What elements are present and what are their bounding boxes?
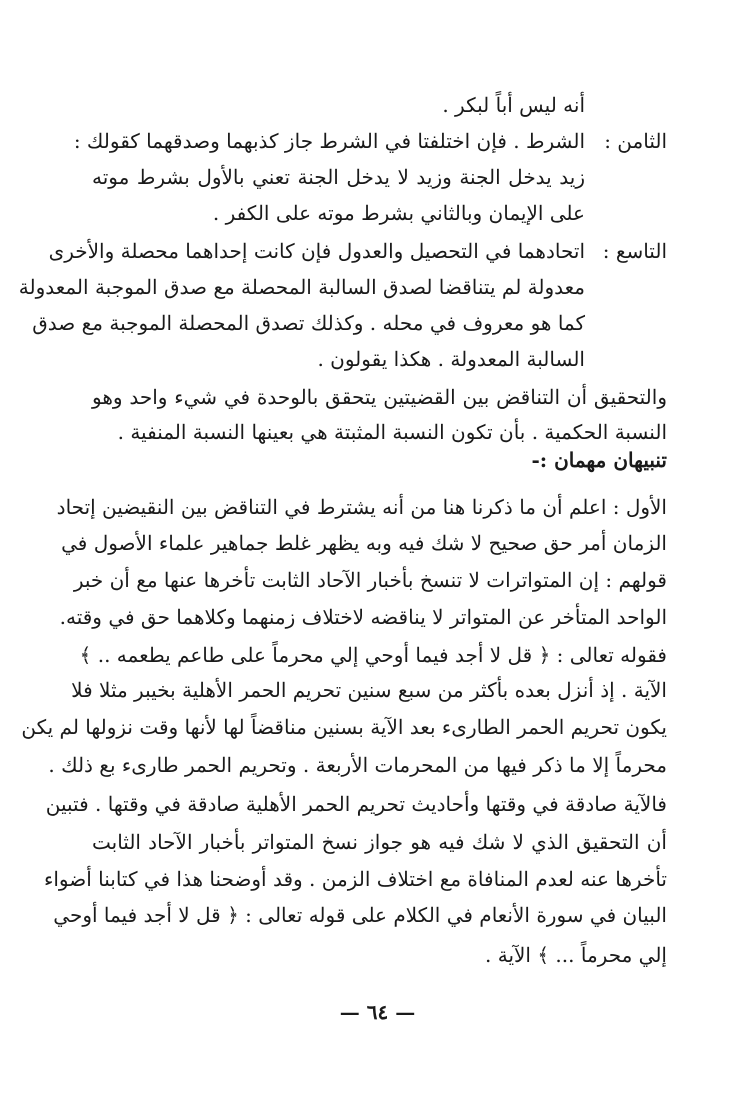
text-line: قولهم : إن المتواترات لا تنسخ بأخبار الآحاد الثابت تأخرها عنها مع أن خبر [73,568,667,592]
text-line: والتحقيق أن التناقض بين القضيتين يتحقق بالوحدة في شيء واحد وهو [92,385,667,409]
list-label-eighth: الثامن : [604,129,667,153]
text-line: يكون تحريم الحمر الطارىء بعد الآية بسنين مناقضاً لها لأنها وقت نزولها لم يكن [21,715,667,739]
text-line: الشرط . فإن اختلفتا في الشرط جاز كذبهما وصدقهما كقولك : [73,129,585,153]
text-line: على الإيمان وبالثاني بشرط موته على الكفر . [212,201,585,225]
text-line: الأول : اعلم أن ما ذكرنا هنا من أنه يشترط في التناقض بين النقيضين إتحاد [56,495,667,519]
text-line: تأخرها عنه لعدم المنافاة مع اختلاف الزمن . وقد أوضحنا هذا في كتابنا أضواء [43,867,667,891]
text-line: إلي محرماً ... ﴾ الآية . [485,943,667,967]
text-line: اتحادهما في التحصيل والعدول فإن كانت إحداهما محصلة والأخرى [48,239,585,263]
quran-quote-line: فقوله تعالى : ﴿ قل لا أجد فيما أوحي إلي محرماً على طاعم يطعمه .. ﴾ [79,643,667,667]
text-line: محرماً إلا ما ذكر فيها من المحرمات الأربعة . وتحريم الحمر طارىء بع ذلك . [48,753,667,777]
section-heading: تنبيهان مهمان :- [531,448,667,472]
text-line: أنه ليس أباً لبكر . [442,93,585,117]
text-line: الزمان أمر حق صحيح لا شك فيه وبه يظهر غلط جماهير علماء الأصول في [61,531,667,555]
list-label-ninth: التاسع : [602,239,667,263]
text-line: السالبة المعدولة . هكذا يقولون . [317,347,585,371]
quran-quote-line: البيان في سورة الأنعام في الكلام على قوله تعالى : ﴿ قل لا أجد فيما أوحي [53,903,667,927]
text-line: فالآية صادقة في وقتها وأحاديث تحريم الحمر الأهلية صادقة في وقتها . فتبين [45,792,667,816]
text-line: زيد يدخل الجنة وزيد لا يدخل الجنة تعني بالأول بشرط موته [92,165,585,189]
text-line: الآية . إذ أنزل بعده بأكثر من سبع سنين تحريم الحمر الأهلية بخيبر مثلا فلا [71,678,667,702]
text-line: الواحد المتأخر عن المتواتر لا يناقضه لاختلاف زمنهما وكلاهما حق في وقته. [59,605,667,629]
text-line: أن التحقيق الذي لا شك فيه هو جواز نسخ المتواتر بأخبار الآحاد الثابت [92,830,667,854]
text-line: النسبة الحكمية . بأن تكون النسبة المثبتة هي بعينها النسبة المنفية . [117,420,667,444]
text-line: كما هو معروف في محله . وكذلك تصدق المحصلة الموجبة مع صدق [32,311,585,335]
text-line: معدولة لم يتناقضا لصدق السالبة المحصلة مع صدق الموجبة المعدولة [18,275,585,299]
page-number: — ٦٤ — [339,1000,416,1024]
